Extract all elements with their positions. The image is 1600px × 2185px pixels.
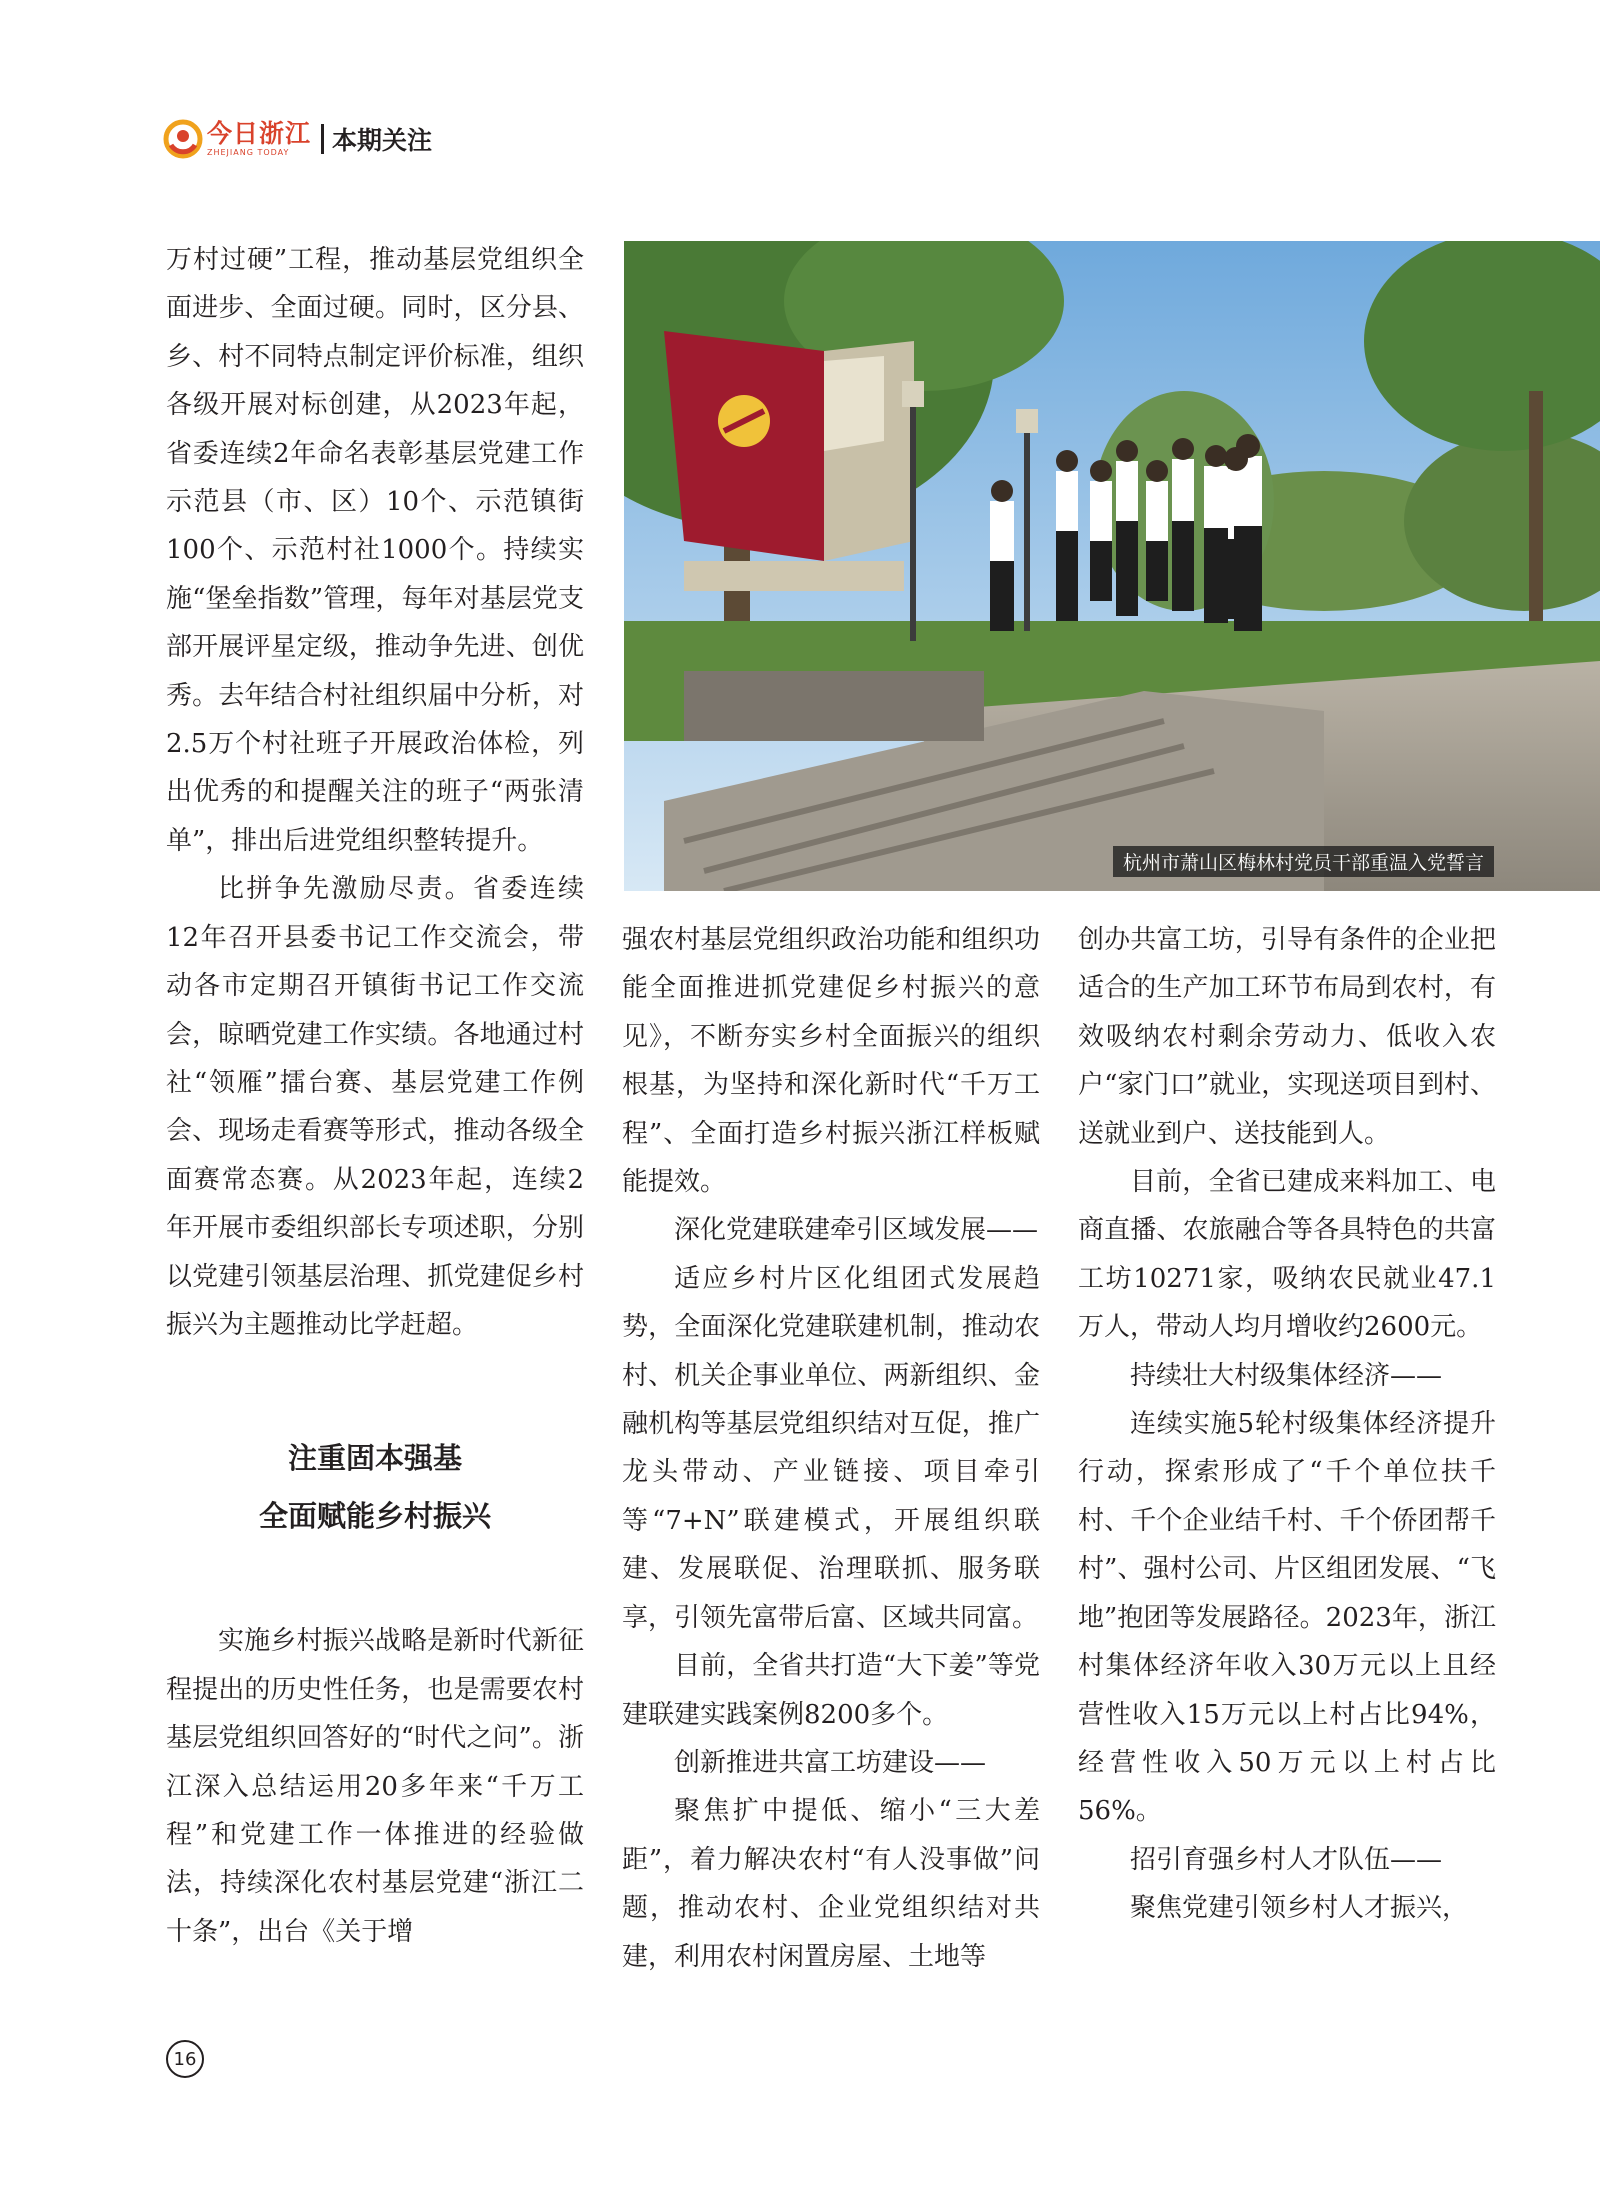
logo-english-name: ZHEJIANG TODAY — [207, 148, 290, 157]
photo-caption: 杭州市萧山区梅林村党员干部重温入党誓言 — [1113, 846, 1494, 877]
logo-text — [207, 121, 311, 157]
subheading: 招引育强乡村人才队伍—— — [1130, 1844, 1443, 1875]
zhejiang-today-logo-icon — [163, 119, 203, 159]
article-column-2 — [622, 916, 1040, 1981]
paragraph: 创办共富工坊，引导有条件的企业把适合的生产加工环节布局到农村，有效吸纳农村剩余劳动力、低收入农户“家门口”就业，实现送项目到村、送就业到户、送技能到人。 — [1078, 925, 1496, 1149]
paragraph: 目前，全省已建成来料加工、电商直播、农旅融合等各具特色的共富工坊10271家，吸纳农民就业47.1万人，带动人均月增收约2600元。 — [1078, 1167, 1496, 1343]
article-column-3 — [1078, 916, 1496, 1933]
paragraph: 万村过硬”工程，推动基层党组织全面进步、全面过硬。同时，区分县、乡、村不同特点制定评价标准，组织各级开展对标创建，从2023年起，省委连续2年命名表彰基层党建工作示范县（市、区）10个、示范镇街100个、示范村社1000个。持续实施“堡垒指数”管理，每年对基层党支部开展评星定级，推动争先进、创优秀。去年结合村社组织届中分析，对2.5万个村社班子开展政治体检，列出优秀的和提醒关注的班子“两张清单”，排出后进党组织整转提升。 — [166, 245, 584, 856]
paragraph: 比拼争先激励尽责。省委连续12年召开县委书记工作交流会，带动各市定期召开镇街书记工作交流会，晾晒党建工作实绩。各地通过村社“领雁”擂台赛、基层党建工作例会、现场走看赛等形式，推动各级全面赛常态赛。从2023年起，连续2年开展市委组织部长专项述职，分别以党建引领基层治理、抓党建促乡村振兴为主题推动比学赶超。 — [166, 874, 584, 1340]
party-oath-photo-illustration — [624, 241, 1600, 891]
section-title: 本期关注 — [332, 126, 433, 155]
paragraph: 聚焦党建引领乡村人才振兴， — [1130, 1893, 1469, 1924]
section-heading — [166, 1429, 584, 1545]
article-column-1 — [166, 236, 584, 1956]
subheading: 创新推进共富工坊建设—— — [674, 1747, 987, 1778]
paragraph: 实施乡村振兴战略是新时代新征程提出的历史性任务，也是需要农村基层党组织回答好的“时代之问”。浙江深入总结运用20多年来“千万工程”和党建工作一体推进的经验做法，持续深化农村基层党建“浙江二十条”，出台《关于增 — [166, 1626, 584, 1947]
header-divider — [321, 124, 324, 154]
page-number: 16 — [166, 2040, 204, 2078]
subheading: 持续壮大村级集体经济—— — [1130, 1360, 1443, 1391]
page-header — [163, 118, 432, 160]
paragraph: 适应乡村片区化组团式发展趋势，全面深化党建联建机制，推动农村、机关企事业单位、两新组织、金融机构等基层党组织结对互促，推广龙头带动、产业链接、项目牵引等“7+N”联建模式，开展组织联建、发展联促、治理联抓、服务联享，引领先富带后富、区域共同富。 — [622, 1263, 1040, 1633]
logo-chinese-name: 今日浙江 — [207, 119, 312, 148]
paragraph: 连续实施5轮村级集体经济提升行动，探索形成了“千个单位扶千村、千个企业结千村、千个侨团帮千村”、强村公司、片区组团发展、“飞地”抱团等发展路径。2023年，浙江村集体经济年收入30万元以上且经营性收入15万元以上村占比94%，经营性收入50万元以上村占比56%。 — [1078, 1409, 1496, 1827]
section-heading-line-1: 注重固本强基 — [287, 1441, 462, 1476]
paragraph: 强农村基层党组织政治功能和组织功能全面推进抓党建促乡村振兴的意见》，不断夯实乡村全面振兴的组织根基，为坚持和深化新时代“千万工程”、全面打造乡村振兴浙江样板赋能提效。 — [622, 925, 1040, 1198]
subheading: 深化党建联建牵引区域发展—— — [674, 1215, 1039, 1246]
paragraph: 聚焦扩中提低、缩小“三大差距”，着力解决农村“有人没事做”问题，推动农村、企业党组织结对共建，利用农村闲置房屋、土地等 — [622, 1796, 1040, 1972]
section-heading-line-2: 全面赋能乡村振兴 — [258, 1499, 491, 1534]
paragraph: 目前，全省共打造“大下姜”等党建联建实践案例8200多个。 — [622, 1651, 1040, 1730]
article-photo — [624, 241, 1600, 891]
